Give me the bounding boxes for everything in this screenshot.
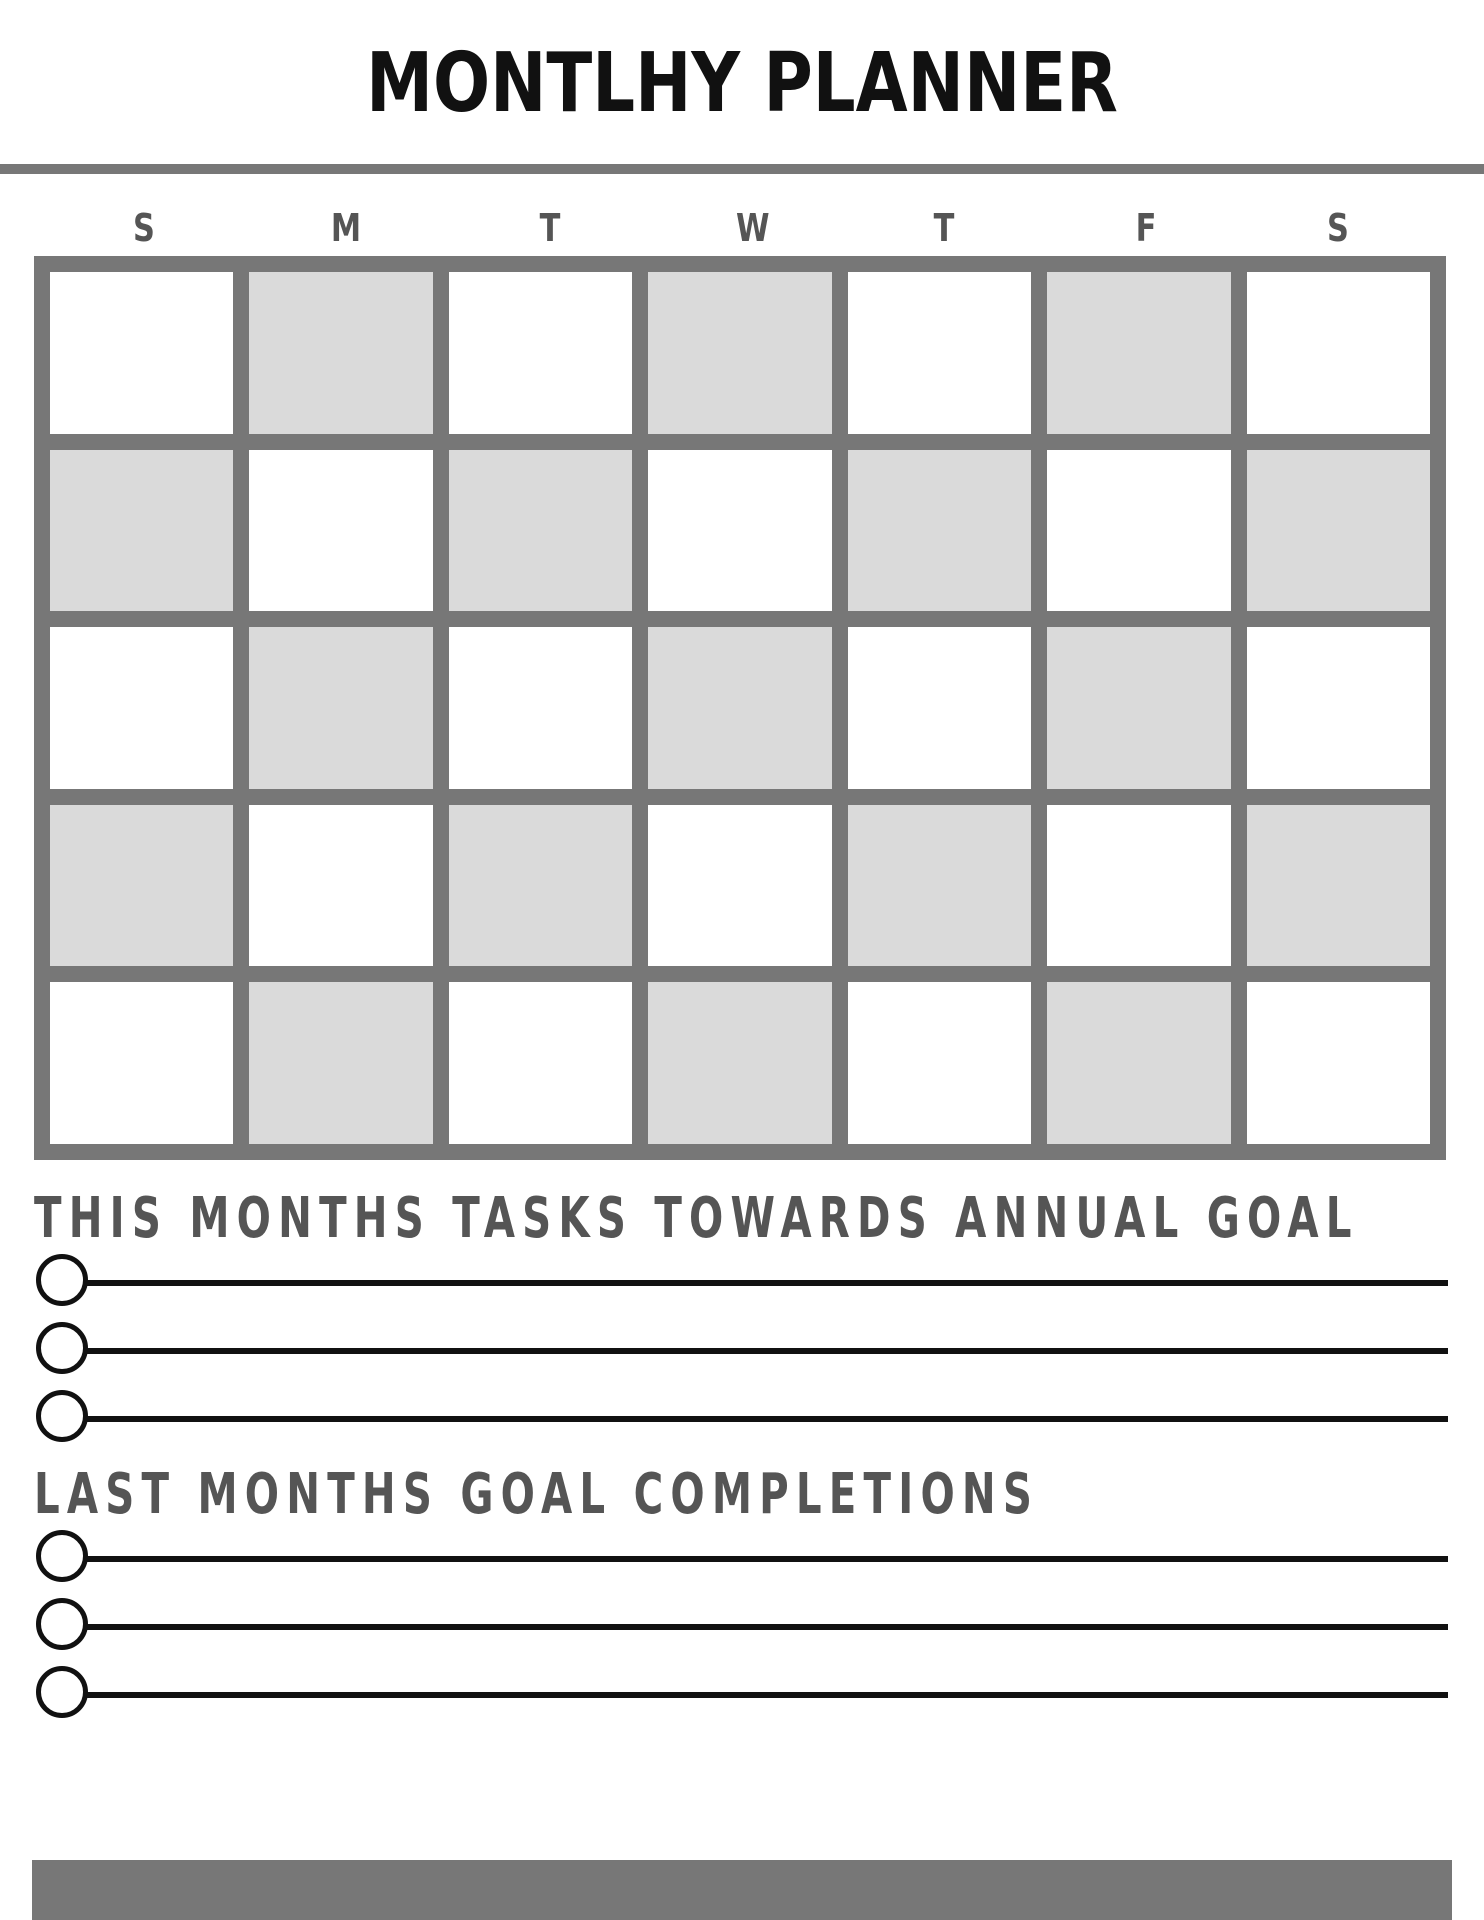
calendar-day-cell[interactable]: [249, 805, 432, 967]
calendar-day-cell[interactable]: [1247, 272, 1430, 434]
weekday-tuesday-label: T: [539, 206, 561, 250]
calendar-day-cell[interactable]: [848, 805, 1031, 967]
checkbox-circle-icon[interactable]: [36, 1598, 88, 1650]
writing-line[interactable]: [34, 1530, 1448, 1590]
calendar-day-cell[interactable]: [1047, 450, 1230, 612]
calendar-day-cell[interactable]: [648, 627, 831, 789]
completions-heading: LAST MONTHS GOAL COMPLETIONS: [34, 1462, 1040, 1527]
calendar-day-cell[interactable]: [449, 450, 632, 612]
calendar-day-cell[interactable]: [50, 272, 233, 434]
line-rule: [66, 1624, 1448, 1630]
writing-line[interactable]: [34, 1390, 1448, 1450]
calendar-day-cell[interactable]: [648, 805, 831, 967]
calendar-day-cell[interactable]: [848, 272, 1031, 434]
calendar-day-cell[interactable]: [50, 805, 233, 967]
writing-line[interactable]: [34, 1322, 1448, 1382]
writing-line[interactable]: [34, 1666, 1448, 1726]
calendar-day-cell[interactable]: [449, 627, 632, 789]
checkbox-circle-icon[interactable]: [36, 1530, 88, 1582]
calendar-day-cell[interactable]: [848, 627, 1031, 789]
checkbox-circle-icon[interactable]: [36, 1322, 88, 1374]
weekday-sunday-label: S: [133, 206, 155, 250]
calendar-day-cell[interactable]: [50, 450, 233, 612]
title-divider: [0, 164, 1484, 174]
line-rule: [66, 1692, 1448, 1698]
calendar-day-cell[interactable]: [648, 272, 831, 434]
checkbox-circle-icon[interactable]: [36, 1254, 88, 1306]
footer-band: [32, 1860, 1452, 1920]
calendar-day-cell[interactable]: [1047, 272, 1230, 434]
planner-title: MONTLHY PLANNER: [366, 36, 1118, 131]
calendar-day-cell[interactable]: [1047, 805, 1230, 967]
line-rule: [66, 1348, 1448, 1354]
calendar-day-cell[interactable]: [449, 982, 632, 1144]
calendar-day-cell[interactable]: [249, 450, 432, 612]
line-rule: [66, 1556, 1448, 1562]
checkbox-circle-icon[interactable]: [36, 1390, 88, 1442]
calendar-day-cell[interactable]: [449, 272, 632, 434]
line-rule: [66, 1280, 1448, 1286]
calendar-day-cell[interactable]: [1247, 450, 1430, 612]
calendar-day-cell[interactable]: [449, 805, 632, 967]
weekday-thursday-label: T: [933, 206, 955, 250]
calendar-day-cell[interactable]: [249, 627, 432, 789]
calendar-grid: [34, 256, 1446, 1160]
calendar-day-cell[interactable]: [1047, 982, 1230, 1144]
weekday-wednesday-label: W: [736, 206, 770, 250]
calendar-day-cell[interactable]: [648, 982, 831, 1144]
calendar-day-cell[interactable]: [249, 982, 432, 1144]
writing-line[interactable]: [34, 1254, 1448, 1314]
weekday-monday-label: M: [330, 206, 362, 250]
calendar-day-cell[interactable]: [1247, 982, 1430, 1144]
calendar-day-cell[interactable]: [848, 450, 1031, 612]
calendar-day-cell[interactable]: [1047, 627, 1230, 789]
calendar-day-cell[interactable]: [848, 982, 1031, 1144]
line-rule: [66, 1416, 1448, 1422]
weekday-friday-label: F: [1135, 206, 1157, 250]
weekday-saturday-label: S: [1327, 206, 1349, 250]
calendar-day-cell[interactable]: [50, 982, 233, 1144]
tasks-heading: THIS MONTHS TASKS TOWARDS ANNUAL GOAL: [34, 1186, 1359, 1251]
writing-line[interactable]: [34, 1598, 1448, 1658]
calendar-day-cell[interactable]: [648, 450, 831, 612]
calendar-day-cell[interactable]: [50, 627, 233, 789]
calendar-day-cell[interactable]: [249, 272, 432, 434]
checkbox-circle-icon[interactable]: [36, 1666, 88, 1718]
calendar-day-cell[interactable]: [1247, 805, 1430, 967]
calendar-day-cell[interactable]: [1247, 627, 1430, 789]
